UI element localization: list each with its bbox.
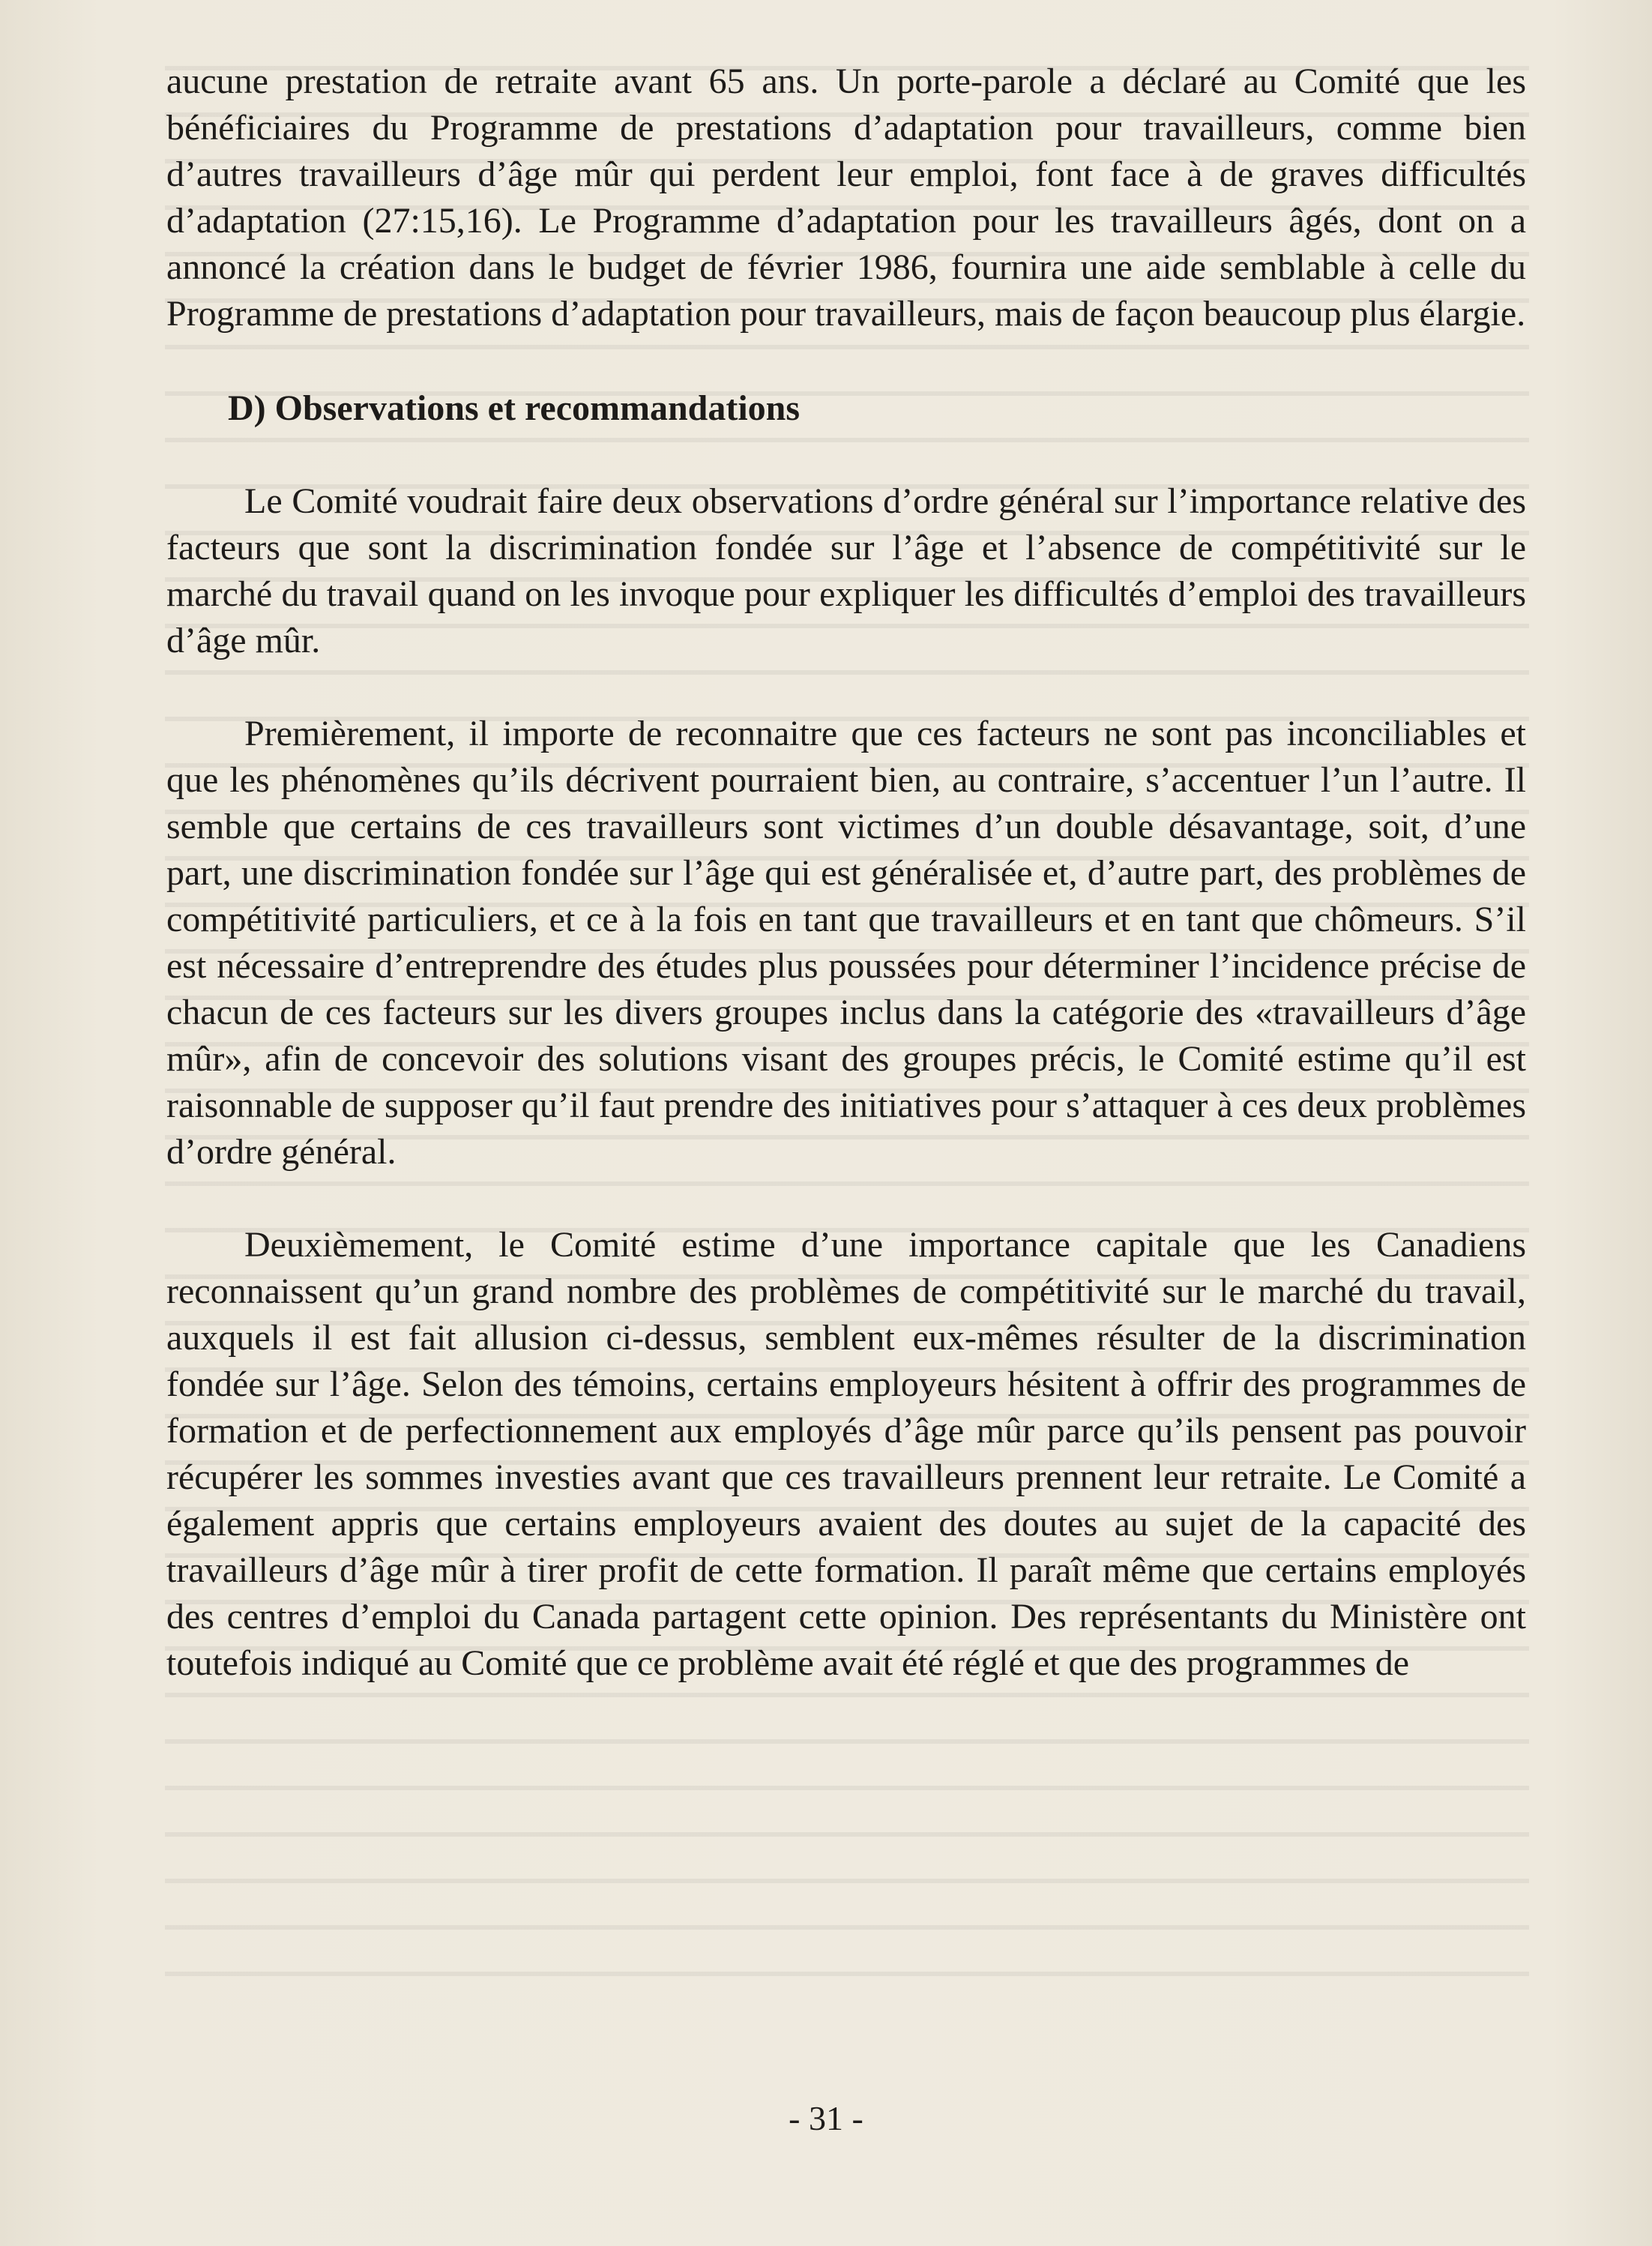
paragraph-intro: aucune prestation de retraite avant 65 ans. Un porte-parole a déclaré au Comité que les bénéficiaires du Programme de prestations d’adaptation pour travailleurs, comme bien d’autres travailleurs d’âge mûr qui perdent leur emploi, font face à de graves difficultés d’adaptation (27:15,16). Le Programme d’adaptation pour les travailleurs âgés, dont on a annoncé la création dans le budget de février 1986, fournira une aide semblable à celle du Programme de prestations d’adaptation pour travailleurs, mais de façon beaucoup plus élargie.	[166, 61, 1526, 334]
paragraph-deuxiemement: Deuxièmement, le Comité estime d’une importance capitale que les Canadiens reconnaissent qu’un grand nombre des problèmes de compétitivité sur le marché du travail, auxquels il est fait allusion ci-dessus, semblent eux-mêmes résulter de la discrimination fondée sur l’âge. Selon des témoins, certains employeurs hésitent à offrir des programmes de formation et de perfectionnement aux employés d’âge mûr parce qu’ils pensent pas pouvoir récupérer les sommes investies avant que ces travailleurs prennent leur retraite. Le Comité a également appris que certains employeurs avaient des doutes au sujet de la capacité des travailleurs d’âge mûr à tirer profit de cette formation. Il paraît même que certains employés des centres d’emploi du Canada partagent cette opinion. Des représentants du Ministère ont toutefois indiqué au Comité que ce problème avait été réglé et que des programmes de	[166, 1225, 1526, 1683]
section-heading: D) Observations et recommandations	[228, 388, 801, 428]
body-text	[166, 58, 1526, 1687]
paragraph-premierement: Premièrement, il importe de reconnaitre que ces facteurs ne sont pas inconciliables et que les phénomènes qu’ils décrivent pourraient bien, au contraire, s’accentuer l’un l’autre. Il semble que certains de ces travailleurs sont victimes d’un double désavantage, soit, d’une part, une discrimination fondée sur l’âge qui est généralisée et, d’autre part, des problèmes de compétitivité particuliers, et ce à la fois en tant que travailleurs et en tant que chômeurs. S’il est nécessaire d’entreprendre des études plus poussées pour déterminer l’incidence précise de chacun de ces facteurs sur les divers groupes inclus dans la catégorie des «travailleurs d’âge mûr», afin de concevoir des solutions visant des groupes précis, le Comité estime qu’il est raisonnable de supposer qu’il faut prendre des initiatives pour s’attaquer à ces deux problèmes d’ordre général.	[166, 714, 1526, 1172]
paragraph-observations: Le Comité voudrait faire deux observations d’ordre général sur l’importance relative des facteurs que sont la discrimination fondée sur l’âge et l’absence de compétitivité sur le marché du travail quand on les invoque pour expliquer les difficultés d’emploi des travailleurs d’âge mûr.	[166, 481, 1526, 660]
page-number: - 31 -	[789, 2099, 863, 2137]
